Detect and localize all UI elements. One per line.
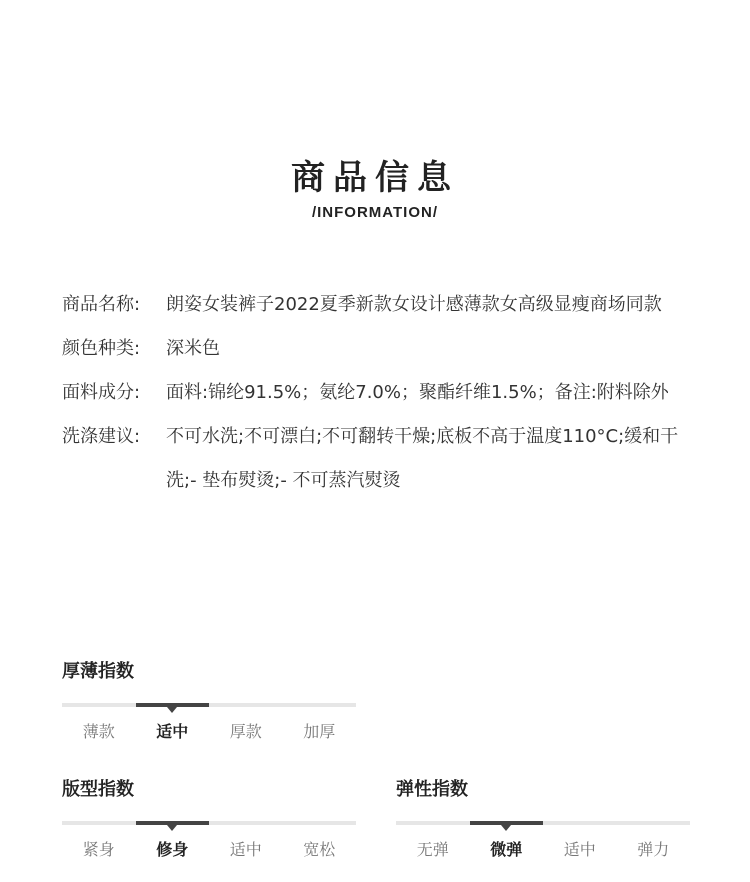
info-row-name	[62, 283, 702, 327]
scale-option: 弹力	[637, 840, 670, 859]
info-row-color	[62, 327, 702, 371]
scale-option: 宽松	[303, 840, 336, 859]
scale-option: 加厚	[303, 722, 336, 741]
scale-option: 薄款	[82, 722, 115, 741]
page-subtitle: /INFORMATION/	[311, 204, 439, 221]
info-value: 朗姿女装裤子2022夏季新款女设计感薄款女高级显瘦商场同款	[166, 294, 662, 315]
scale-pointer-icon	[167, 707, 177, 713]
scale-option: 适中	[229, 840, 262, 859]
elasticity-scale	[396, 778, 690, 861]
scale-options	[396, 839, 690, 861]
info-row-care	[62, 415, 702, 503]
info-label: 面料成分:	[62, 382, 141, 403]
scale-pointer-icon	[167, 825, 177, 831]
info-label: 颜色种类:	[62, 338, 141, 359]
info-value: 深米色	[166, 338, 220, 359]
scale-option: 适中	[156, 722, 189, 741]
scale-option: 紧身	[82, 840, 115, 859]
thickness-scale	[62, 660, 356, 743]
page-title: 商品信息	[291, 158, 459, 198]
fit-scale	[62, 778, 356, 861]
scale-track	[62, 821, 356, 825]
info-label: 洗涤建议:	[62, 426, 141, 447]
scale-options	[62, 721, 356, 743]
scale-pointer-icon	[501, 825, 511, 831]
scale-track	[62, 703, 356, 707]
scale-title: 版型指数	[62, 779, 134, 800]
scale-option: 厚款	[229, 722, 262, 741]
scale-option: 适中	[563, 840, 596, 859]
info-value: 面料:锦纶91.5%；氨纶7.0%；聚酯纤维1.5%；备注:附料除外	[166, 382, 669, 403]
scale-options	[62, 839, 356, 861]
scale-track	[396, 821, 690, 825]
scale-option: 微弹	[490, 840, 523, 859]
info-label: 商品名称:	[62, 294, 141, 315]
info-value: 不可水洗;不可漂白;不可翻转干燥;底板不高于温度110°C;缓和干洗;- 垫布熨烫;- 不可蒸汽熨烫	[166, 426, 679, 491]
info-row-material	[62, 371, 702, 415]
product-info-list	[62, 283, 702, 503]
scale-option: 修身	[156, 840, 189, 859]
scale-title: 弹性指数	[396, 779, 468, 800]
scale-option: 无弹	[416, 840, 449, 859]
scale-title: 厚薄指数	[62, 661, 134, 682]
